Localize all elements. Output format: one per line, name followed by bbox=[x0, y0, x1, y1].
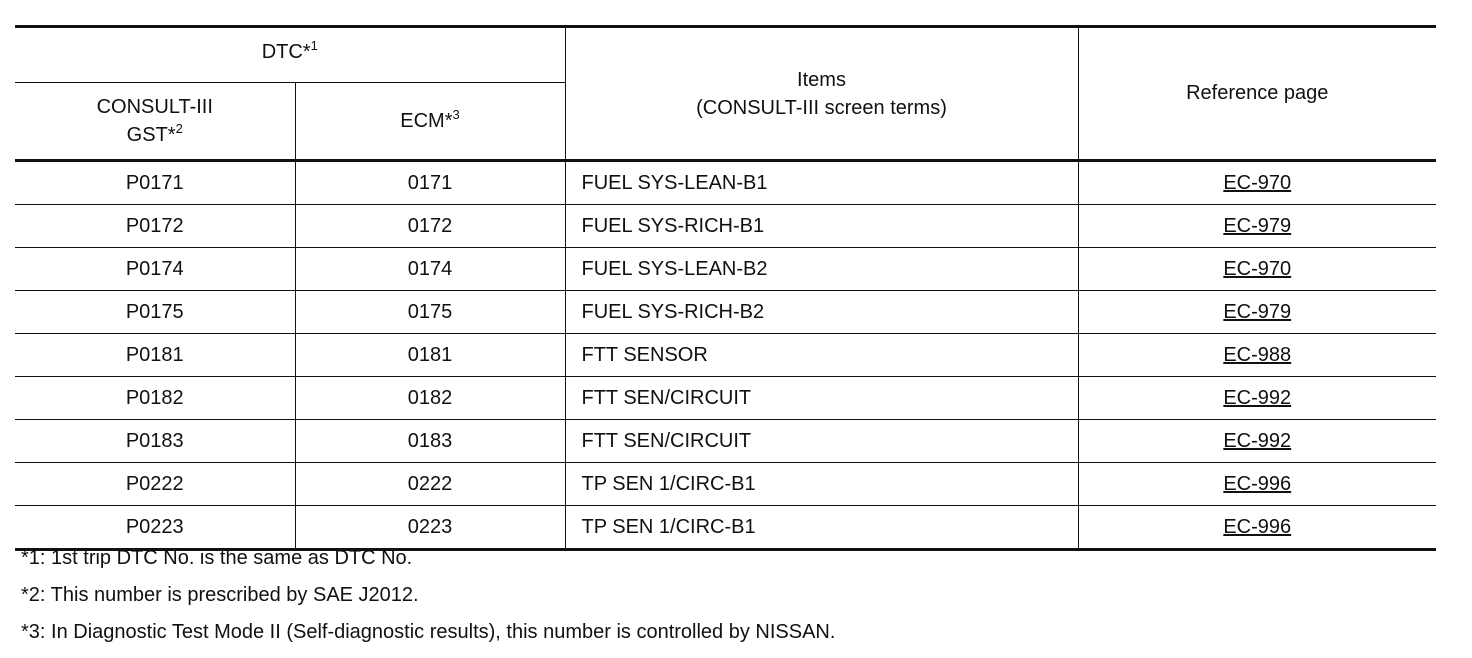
cell-item: FTT SEN/CIRCUIT bbox=[565, 420, 1078, 463]
cell-item: FUEL SYS-RICH-B2 bbox=[565, 291, 1078, 334]
reference-link[interactable]: EC-996 bbox=[1078, 506, 1436, 550]
reference-link[interactable]: EC-988 bbox=[1078, 334, 1436, 377]
header-reference-text: Reference page bbox=[1186, 82, 1329, 104]
cell-ecm: 0183 bbox=[295, 420, 565, 463]
cell-consult: P0171 bbox=[15, 161, 295, 205]
table-row bbox=[15, 248, 1436, 291]
header-items-line1: Items bbox=[797, 68, 846, 91]
header-ecm bbox=[295, 83, 565, 161]
footnote-2: *2: This number is prescribed by SAE J2012. bbox=[21, 584, 419, 606]
reference-link[interactable]: EC-979 bbox=[1078, 205, 1436, 248]
footnotes bbox=[21, 540, 835, 651]
cell-ecm: 0223 bbox=[295, 506, 565, 550]
cell-ecm: 0182 bbox=[295, 377, 565, 420]
cell-ecm: 0171 bbox=[295, 161, 565, 205]
header-consult-sup: 2 bbox=[175, 121, 183, 136]
footnote-3: *3: In Diagnostic Test Mode II (Self-diagnostic results), this number is controlled by NISSAN. bbox=[21, 621, 836, 643]
reference-link[interactable]: EC-970 bbox=[1078, 161, 1436, 205]
cell-ecm: 0174 bbox=[295, 248, 565, 291]
cell-item: FUEL SYS-RICH-B1 bbox=[565, 205, 1078, 248]
cell-consult: P0183 bbox=[15, 420, 295, 463]
cell-item: FUEL SYS-LEAN-B1 bbox=[565, 161, 1078, 205]
cell-consult: P0174 bbox=[15, 248, 295, 291]
cell-ecm: 0175 bbox=[295, 291, 565, 334]
cell-consult: P0182 bbox=[15, 377, 295, 420]
cell-item: TP SEN 1/CIRC-B1 bbox=[565, 463, 1078, 506]
reference-link[interactable]: EC-992 bbox=[1078, 420, 1436, 463]
cell-consult: P0223 bbox=[15, 506, 295, 550]
cell-ecm: 0172 bbox=[295, 205, 565, 248]
cell-ecm: 0222 bbox=[295, 463, 565, 506]
cell-item: FTT SENSOR bbox=[565, 334, 1078, 377]
header-consult-gst bbox=[15, 83, 295, 161]
cell-item: FTT SEN/CIRCUIT bbox=[565, 377, 1078, 420]
header-dtc-text: DTC* bbox=[261, 40, 311, 63]
header-reference-page bbox=[1078, 27, 1436, 161]
cell-ecm: 0181 bbox=[295, 334, 565, 377]
table-row bbox=[15, 205, 1436, 248]
cell-consult: P0181 bbox=[15, 334, 295, 377]
header-dtc-group bbox=[15, 27, 565, 83]
dtc-table bbox=[15, 25, 1436, 551]
table-row bbox=[15, 377, 1436, 420]
header-ecm-text: ECM* bbox=[400, 109, 453, 132]
cell-consult: P0172 bbox=[15, 205, 295, 248]
cell-item: TP SEN 1/CIRC-B1 bbox=[565, 506, 1078, 550]
table-row bbox=[15, 334, 1436, 377]
header-consult-line1: CONSULT-III bbox=[96, 96, 213, 118]
table-row bbox=[15, 291, 1436, 334]
header-items-line2: (CONSULT-III screen terms) bbox=[696, 96, 947, 119]
reference-link[interactable]: EC-992 bbox=[1078, 377, 1436, 420]
header-items bbox=[565, 27, 1078, 161]
table-row bbox=[15, 420, 1436, 463]
header-dtc-sup: 1 bbox=[310, 37, 318, 53]
cell-consult: P0222 bbox=[15, 463, 295, 506]
cell-item: FUEL SYS-LEAN-B2 bbox=[565, 248, 1078, 291]
reference-link[interactable]: EC-979 bbox=[1078, 291, 1436, 334]
reference-link[interactable]: EC-996 bbox=[1078, 463, 1436, 506]
header-consult-line2: GST* bbox=[126, 124, 176, 146]
cell-consult: P0175 bbox=[15, 291, 295, 334]
table-row bbox=[15, 463, 1436, 506]
footnote-1: *1: 1st trip DTC No. is the same as DTC No. bbox=[21, 547, 413, 569]
header-ecm-sup: 3 bbox=[452, 106, 460, 122]
table-row bbox=[15, 161, 1436, 205]
reference-link[interactable]: EC-970 bbox=[1078, 248, 1436, 291]
